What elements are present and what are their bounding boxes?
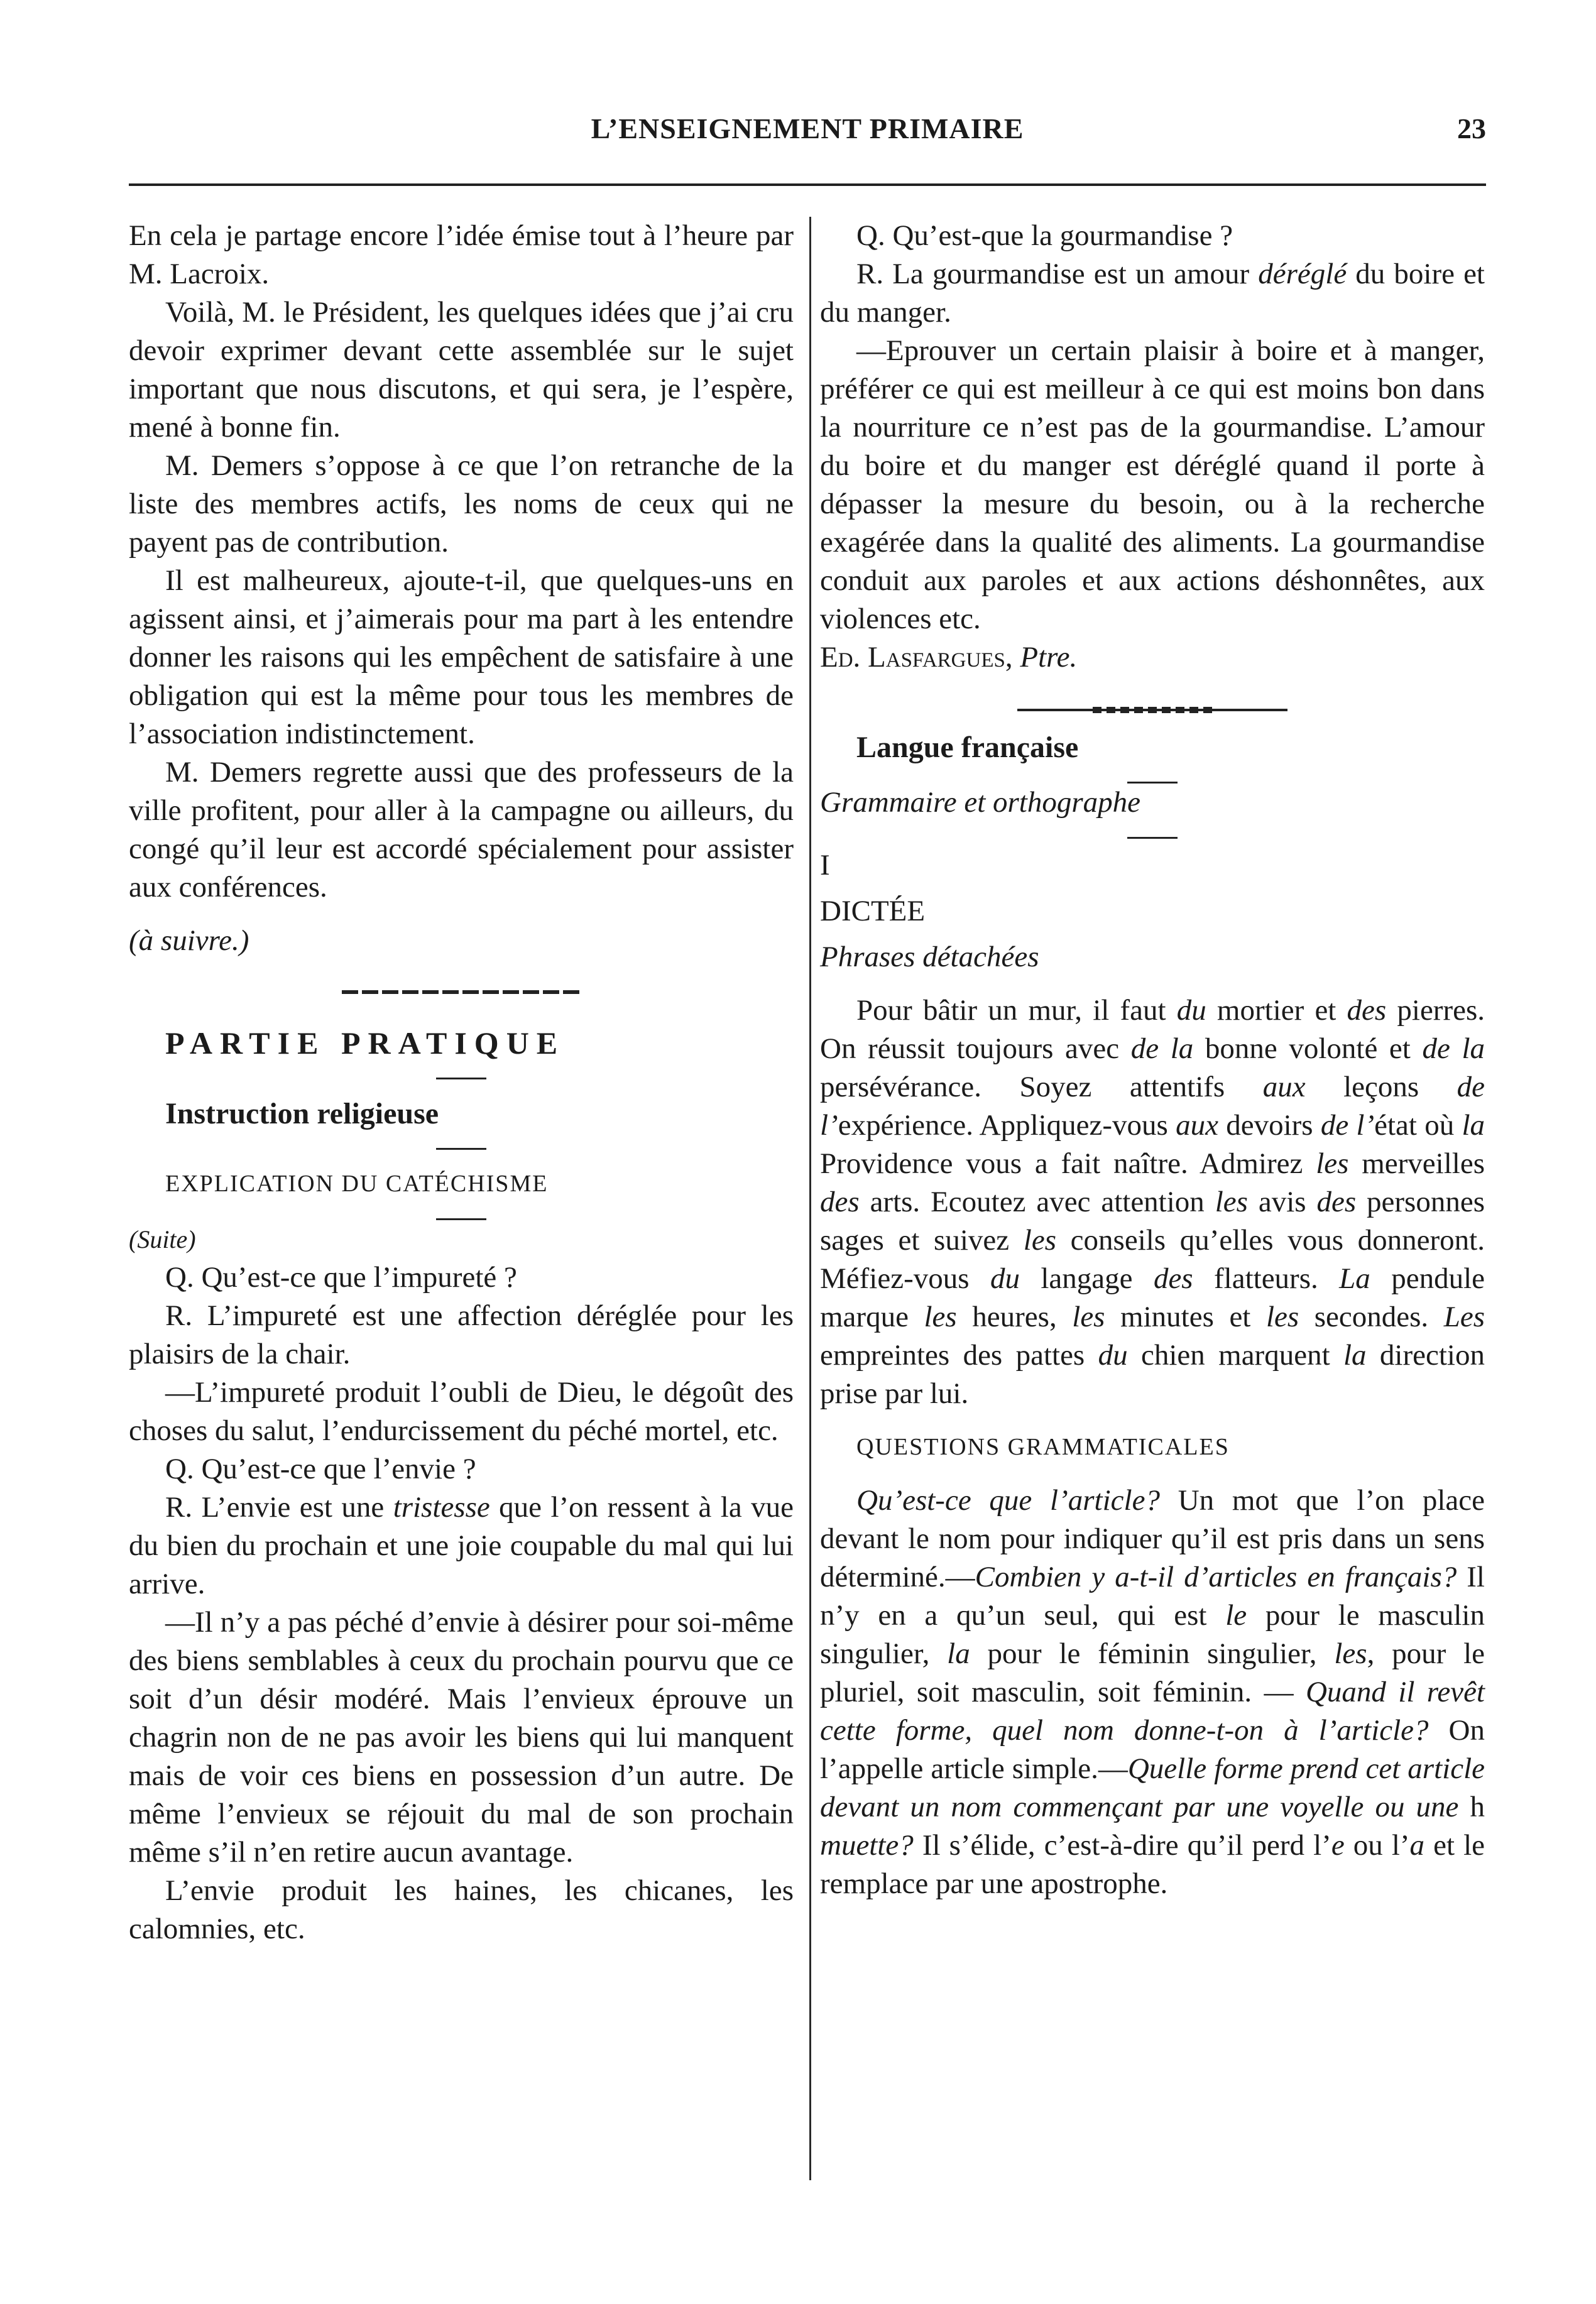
running-head (129, 112, 1486, 156)
text-run: conseils qu’elles vous donneront. Méfiez-vous (820, 1224, 1485, 1295)
page-number: 23 (1457, 112, 1486, 145)
text-run: Il n’y en a qu’un seul, qui est (820, 1561, 1485, 1632)
text-run: minutes et (1105, 1301, 1266, 1333)
suite-note: (Suite) (129, 1225, 196, 1253)
emphasis-run: e (1331, 1829, 1345, 1862)
text-run: Un mot que l’on place devant le nom pour indiquer qu’il est pris dans un sens déterminé.— (820, 1484, 1485, 1593)
ornament-rule (1017, 707, 1287, 713)
paragraph: Voilà, M. le Président, les quelques idées que j’ai cru devoir exprimer devant cette assemblée sur le sujet important que nous discutons, et qui sera, je l’espère, mené à bonne fin. (129, 296, 794, 444)
text-run: bonne volonté et (1193, 1032, 1423, 1065)
emphasis-run: les (1316, 1147, 1349, 1180)
text-run: arts. Ecoutez avec attention (859, 1186, 1215, 1218)
subtitle: Grammaire et orthographe (820, 786, 1141, 819)
text-run: langage (1019, 1262, 1154, 1295)
spacer (820, 976, 1485, 991)
paragraph: —Eprouver un certain plaisir à boire et à manger, préférer ce qui est meilleur à ce qui est moins bon dans la nourriture ce n’est pas de la gourmandise. L’amour du boire et du manger est déréglé quand il porte à dépasser la mesure du besoin, ou à la recherche exagérée dans la qualité des aliments. La gourmandise conduit aux paroles et aux actions déshonnêtes, aux violences etc. (820, 334, 1485, 635)
emphasis-run: Qu’est-ce que l’article? (856, 1484, 1160, 1517)
left-column (129, 217, 794, 1948)
emphasis-run: du (1098, 1339, 1128, 1372)
to-follow-note: (à suivre.) (129, 924, 249, 957)
emphasis-run: des (1153, 1262, 1193, 1295)
signature (820, 638, 1485, 677)
spacer (129, 907, 794, 922)
answer (820, 255, 1485, 332)
emphasis-run: les (1072, 1301, 1105, 1333)
answer-emphasis: tristesse (393, 1491, 490, 1524)
emphasis-run: de la (1422, 1032, 1485, 1065)
text-run: expérience. Appliquez-vous (838, 1109, 1176, 1142)
emphasis-run: aux (1176, 1109, 1218, 1142)
emphasis-run: les (924, 1301, 957, 1333)
subsection-title: Langue française (856, 731, 1079, 764)
questions-title: QUESTIONS GRAMMATICALES (856, 1434, 1230, 1460)
emphasis-run: des (1316, 1186, 1357, 1218)
answer (129, 1488, 794, 1603)
spacer (820, 1413, 1485, 1428)
spacer (820, 822, 1485, 837)
text-run: pour le masculin singulier, (820, 1599, 1485, 1670)
grammar-questions-paragraph (820, 1482, 1485, 1903)
emphasis-run: du (1176, 994, 1206, 1027)
spacer (820, 767, 1485, 782)
emphasis-run: Les (1443, 1301, 1485, 1333)
text-run: ou l’ (1344, 1829, 1410, 1862)
emphasis-run: Quand il revêt cette forme, quel nom donne-t-on à l’article? (820, 1676, 1485, 1747)
text-run: On l’appelle article simple.— (820, 1714, 1485, 1785)
emphasis-run: Quelle forme prend cet article devant un nom commençant par une voyelle ou une (820, 1752, 1485, 1823)
catechism-title: EXPLICATION DU CATÉCHISME (165, 1171, 549, 1197)
dictation-title: DICTÉE (820, 895, 926, 927)
column-divider (809, 217, 811, 2180)
emphasis-run: La (1339, 1262, 1370, 1295)
text-run: secondes. (1299, 1301, 1444, 1333)
right-column (820, 217, 1485, 1903)
emphasis-run: Combien y a-t-il d’articles en français? (975, 1561, 1457, 1593)
text-run: persévérance. Soyez attentifs (820, 1071, 1263, 1103)
spacer (129, 1079, 794, 1095)
answer-text: R. L’envie est une (165, 1491, 393, 1524)
question: Q. Qu’est-ce que l’envie ? (165, 1453, 476, 1485)
answer-text: que l’on ressent à la vue du bien du prochain et une joie coupable du mal qui lui arrive. (129, 1491, 794, 1600)
paragraph: Il est malheureux, ajoute-t-il, que quelques-uns en agissent ainsi, et j’aimerais pour ma part à les entendre donner les raisons qui les empêchent de satisfaire à une obligation qui est la même pour tous les membres de l’association indistinctement. (129, 564, 794, 750)
short-rule (1127, 837, 1178, 839)
text-run: avis (1247, 1186, 1317, 1218)
emphasis-run: les (1265, 1301, 1299, 1333)
text-run: heures, (956, 1301, 1073, 1333)
paragraph: M. Demers regrette aussi que des professeurs de la ville profitent, pour aller à la campagne ou ailleurs, du congé qu’il leur est accordé spécialement pour assister aux conférences. (129, 756, 794, 904)
emphasis-run: de la (1130, 1032, 1194, 1065)
text-run: personnes sages et suivez (820, 1186, 1485, 1257)
spacer (129, 1203, 794, 1218)
emphasis-run: de l’ (1320, 1109, 1375, 1142)
emphasis-run: des (820, 1186, 860, 1218)
text-run: Providence vous a fait naître. Admirez (820, 1147, 1316, 1180)
paragraph: M. Demers s’oppose à ce que l’on retranche de la liste des membres actifs, les noms de ceux qui ne payent pas de contribution. (129, 449, 794, 559)
dictation-paragraph (820, 991, 1485, 1413)
text-run: devoirs (1218, 1109, 1321, 1142)
text-run: Il s’élide, c’est-à-dire qu’il perd l’ (913, 1829, 1331, 1862)
text-run: , pour le pluriel, soit masculin, soit féminin. — (820, 1637, 1485, 1708)
emphasis-run: le (1225, 1599, 1247, 1632)
text-run: h (1458, 1791, 1485, 1823)
text-run: empreintes des pattes (820, 1339, 1098, 1372)
emphasis-run: a (1409, 1829, 1425, 1862)
paragraph: —Il n’y a pas péché d’envie à désirer pour soi-même des biens semblables à ceux du prochain pourvu que ce soit d’un désir modéré. Mais l’envieux éprouve un chagrin non de ne pas avoir les biens qui lui manquent mais de voir ces biens en possession d’un autre. De même l’envieux se réjouit du mal de son prochain même s’il n’en retire aucun avantage. (129, 1606, 794, 1869)
text-run: pierres. On réussit toujours avec (820, 994, 1485, 1065)
answer-text: R. La gourmandise est un amour (856, 258, 1259, 290)
running-title: L’ENSEIGNEMENT PRIMAIRE (591, 112, 1024, 145)
text-run: flatteurs. (1193, 1262, 1340, 1295)
text-run: Pour bâtir un mur, il faut (856, 994, 1177, 1027)
spacer (820, 677, 1485, 707)
spacer (129, 960, 794, 990)
text-run: merveilles (1348, 1147, 1485, 1180)
signature-title: Ptre. (1020, 641, 1078, 674)
text-run: pour le féminin singulier, (970, 1637, 1335, 1670)
spacer (820, 1466, 1485, 1482)
emphasis-run: de l’ (820, 1071, 1485, 1142)
emphasis-run: aux (1262, 1071, 1306, 1103)
paragraph: —L’impureté produit l’oubli de Dieu, le dégoût des choses du salut, l’endurcissement du péché mortel, etc. (129, 1376, 794, 1447)
spacer (129, 994, 794, 1024)
dictation-subtitle: Phrases détachées (820, 941, 1039, 973)
text-run: leçons (1305, 1071, 1457, 1103)
roman-numeral: I (820, 849, 830, 882)
text-run: pendule marque (820, 1262, 1485, 1333)
spacer (129, 1062, 794, 1078)
emphasis-run: la (1343, 1339, 1367, 1372)
emphasis-run: des (1347, 994, 1387, 1027)
paragraph: L’envie produit les haines, les chicanes, les calomnies, etc. (129, 1874, 794, 1945)
section-title: PARTIE PRATIQUE (165, 1025, 566, 1061)
emphasis-run: la (947, 1637, 970, 1670)
answer: R. L’impureté est une affection déréglée pour les plaisirs de la chair. (129, 1299, 794, 1370)
emphasis-run: du (990, 1262, 1020, 1295)
emphasis-run: la (1462, 1109, 1485, 1142)
text-run: direction prise par lui. (820, 1339, 1485, 1410)
text-run: mortier et (1206, 994, 1347, 1027)
text-run: chien marquent (1127, 1339, 1343, 1372)
question: Q. Qu’est-ce que l’impureté ? (165, 1261, 517, 1294)
emphasis-run: les (1023, 1224, 1057, 1257)
emphasis-run: les (1334, 1637, 1367, 1670)
spacer (129, 1133, 794, 1148)
spacer (129, 1150, 794, 1165)
text-run: et le remplace par une apostrophe. (820, 1829, 1485, 1900)
answer-emphasis: déréglé (1258, 258, 1347, 290)
subsection-title: Instruction religieuse (165, 1097, 439, 1130)
emphasis-run: muette? (820, 1829, 914, 1862)
signature-name: Ed. Lasfargues, (820, 641, 1020, 674)
text-run: état où (1374, 1109, 1462, 1142)
paragraph: En cela je partage encore l’idée émise tout à l’heure par M. Lacroix. (129, 219, 794, 290)
question: Q. Qu’est-que la gourmandise ? (856, 219, 1233, 252)
spacer (820, 713, 1485, 728)
answer-text: du boire et du manger. (820, 258, 1485, 329)
header-rule (129, 183, 1486, 186)
emphasis-run: les (1215, 1186, 1248, 1218)
